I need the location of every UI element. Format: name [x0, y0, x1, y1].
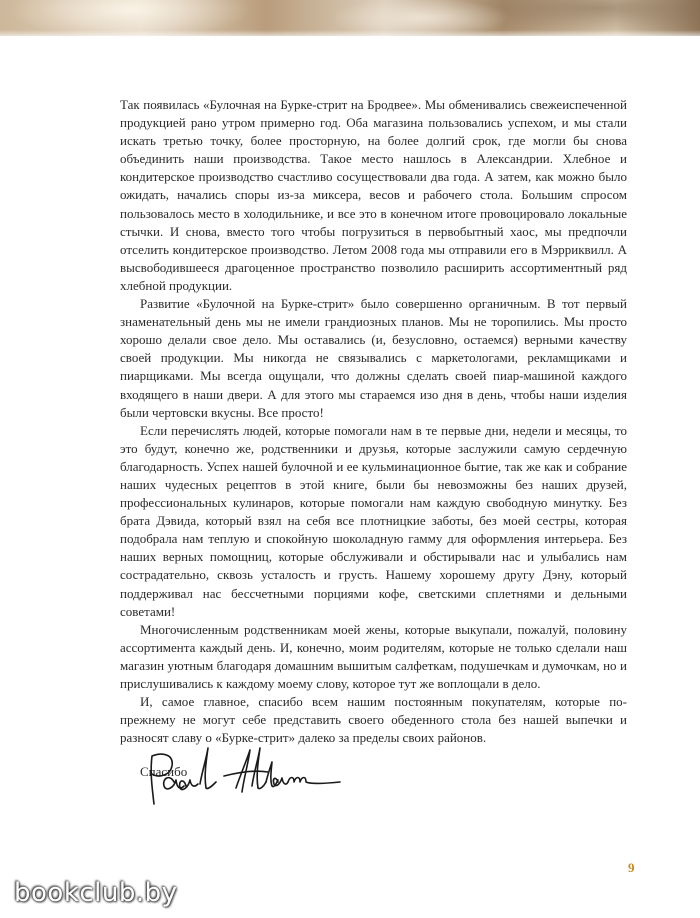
paragraph-3: Если перечислять людей, которые помогали нам в те первые дни, недели и месяцы, то это будут, конечно же, родственники и друзья, которые заслужили самую сердечную благодарность. Успех нашей булочной и ее кульминационное бытие, так же как и собрание наших чудесных рецептов в этой книге, были бы невозможны без наших друзей, профессиональных кулинаров, которые помогали нам каждую свободную минутку. Без брата Дэвида, который взял на себя все плотницкие заботы, без моей сестры, которая подобрала нам теплую и спокойную шоколадную гамму для оформления интерьера. Без наших верных помощниц, которые обслуживали и обстирывали нас и улыбались нам сострадательно, сквозь усталость и грусть. Нашему хорошему другу Дэну, который поддерживал нас бессчетными порциями кофе, светскими сплетнями и дельными советами! — [120, 422, 627, 619]
paragraph-4: Многочисленным родственникам моей жены, которые выкупали, пожалуй, половину ассортимента каждый день. И, конечно, моим родителям, которые не только сделали наш магазин уютным благодаря домашним вышитым салфеткам, подушечкам и думочкам, но и прислушивались к каждому моему слову, которое тут же воплощали в дело. — [120, 621, 627, 691]
paragraph-1: Так появилась «Булочная на Бурке-стрит на Бродвее». Мы обменивались свежеиспеченной продукцией рано утром примерно год. Оба магазина пользовались успехом, и мы стали искать третью точку, более просторную, на более долгий срок, где могли бы снова объединить наши производства. Такое место нашлось в Александрии. Хлебное и кондитерское производство счастливо сосуществовали два года. А затем, как можно было ожидать, начались споры из-за миксера, весов и рабочего стола. Большим спросом пользовалось место в холодильнике, и все это в конечном итоге провоцировало локальные стычки. И снова, вместо того чтобы погрузиться в первобытный хаос, мы предпочли отселить кондитерское производство. Летом 2008 года мы отправили его в Мэрриквилл. А высвободившееся драгоценное пространство позволило расширить ассортиментный ряд хлебной продукции. — [120, 97, 627, 293]
page-number: 9 — [628, 860, 635, 875]
paragraph-2: Развитие «Булочной на Бурке-стрит» было совершенно органичным. В тот первый знаменательный день мы не имели грандиозных планов. Мы не торопились. Мы просто хорошо делали свое дело. Мы оставались (и, безусловно, остаемся) верными качеству своей продукции. Мы никогда не связывались с маркетологами, рекламщиками и пиарщиками. Мы всегда ощущали, что должны сделать своей пиар-машиной каждого входящего в наши двери. А для этого мы стараемся изо дня в день, чтобы наши изделия были чертовски вкусны. Все просто! — [120, 296, 627, 420]
paragraph-5: И, самое главное, спасибо всем нашим постоянным покупателям, которые по-прежнему не могут себе представить своего обеденного стола без нашей выпечки и разносят славу о «Бурке-стрит» далеко за пределы своих районов. — [120, 694, 627, 746]
watermark: bookclub.by — [14, 878, 178, 908]
body-text — [120, 96, 627, 781]
closing-thanks: Спасибо — [140, 764, 188, 780]
signature-image — [140, 742, 360, 822]
header-photo-strip — [0, 0, 700, 36]
